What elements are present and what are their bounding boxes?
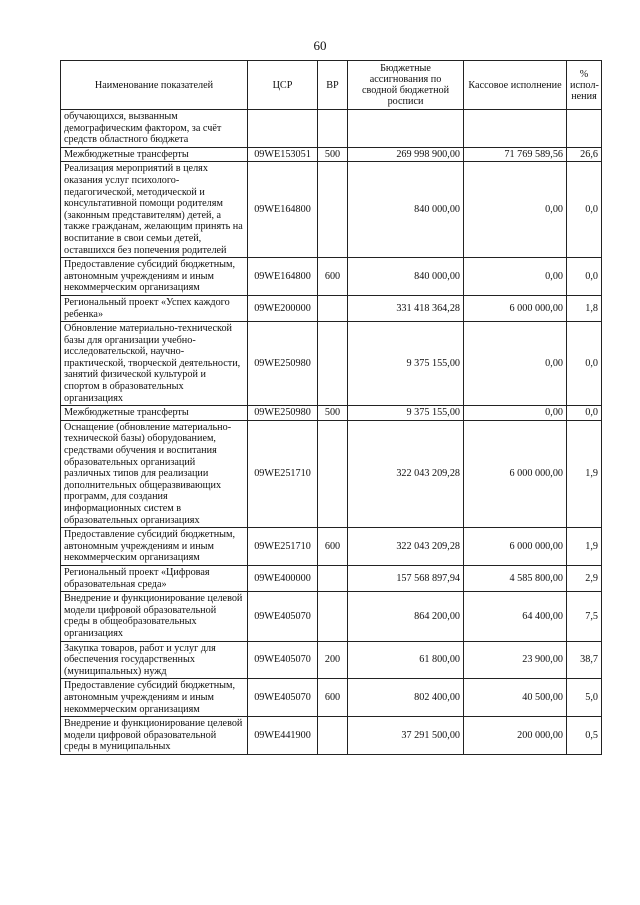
- row-pct: 5,0: [567, 679, 602, 717]
- row-csr: 09WE251710: [248, 420, 318, 527]
- row-vr: [318, 420, 348, 527]
- row-csr: 09WE441900: [248, 717, 318, 755]
- page-number: 60: [313, 38, 327, 53]
- row-name: Оснащение (обновление материально-технической базы) оборудованием, средствами обучения и воспитания образовательных организаций различных типов для реализации дополнительных общеразвивающих программ, для создания информационных систем в образовательных организациях: [61, 420, 248, 527]
- row-cash: 4 585 800,00: [464, 565, 567, 591]
- row-budget: 802 400,00: [348, 679, 464, 717]
- row-cash: 0,00: [464, 258, 567, 296]
- row-name: Внедрение и функционирование целевой модели цифровой образовательной среды в муниципальных: [61, 717, 248, 755]
- row-vr: 600: [318, 258, 348, 296]
- table-row: [61, 717, 602, 755]
- row-vr: [318, 592, 348, 641]
- row-vr: 600: [318, 679, 348, 717]
- table-row: [61, 420, 602, 527]
- table-row: [61, 295, 602, 321]
- table-row: [61, 406, 602, 421]
- row-vr: [318, 322, 348, 406]
- row-pct: 0,0: [567, 258, 602, 296]
- row-cash: 6 000 000,00: [464, 528, 567, 566]
- row-vr: [318, 565, 348, 591]
- row-pct: 0,0: [567, 162, 602, 258]
- row-csr: 09WE405070: [248, 679, 318, 717]
- row-vr: [318, 162, 348, 258]
- table-row: [61, 147, 602, 162]
- header-budget: Бюджетные ассигнования по сводной бюджетной росписи: [348, 61, 464, 110]
- row-cash: 6 000 000,00: [464, 295, 567, 321]
- row-cash: 0,00: [464, 322, 567, 406]
- row-cash: 64 400,00: [464, 592, 567, 641]
- row-pct: 26,6: [567, 147, 602, 162]
- row-budget: 61 800,00: [348, 641, 464, 679]
- table-row: [61, 110, 602, 148]
- row-budget: 9 375 155,00: [348, 322, 464, 406]
- header-csr: ЦСР: [248, 61, 318, 110]
- row-pct: 1,9: [567, 528, 602, 566]
- row-csr: 09WE200000: [248, 295, 318, 321]
- row-vr: 500: [318, 406, 348, 421]
- row-cash: 23 900,00: [464, 641, 567, 679]
- row-cash: [464, 110, 567, 148]
- row-budget: 157 568 897,94: [348, 565, 464, 591]
- row-name: Предоставление субсидий бюджетным, автономным учреждениям и иным некоммерческим организациям: [61, 679, 248, 717]
- header-pct: % испол-нения: [567, 61, 602, 110]
- row-csr: 09WE250980: [248, 322, 318, 406]
- table-row: [61, 322, 602, 406]
- header-vr: ВР: [318, 61, 348, 110]
- row-csr: 09WE251710: [248, 528, 318, 566]
- budget-execution-table: [60, 60, 602, 755]
- row-pct: 0,0: [567, 406, 602, 421]
- header-name: Наименование показателей: [61, 61, 248, 110]
- row-name: Межбюджетные трансферты: [61, 147, 248, 162]
- row-name: Межбюджетные трансферты: [61, 406, 248, 421]
- row-cash: 200 000,00: [464, 717, 567, 755]
- row-name: Закупка товаров, работ и услуг для обеспечения государственных (муниципальных) нужд: [61, 641, 248, 679]
- row-pct: 0,5: [567, 717, 602, 755]
- row-csr: 09WE164800: [248, 258, 318, 296]
- row-name: обучающихся, вызванным демографическим фактором, за счёт средств областного бюджета: [61, 110, 248, 148]
- row-vr: [318, 717, 348, 755]
- table-row: [61, 258, 602, 296]
- table-row: [61, 162, 602, 258]
- row-vr: 500: [318, 147, 348, 162]
- row-csr: 09WE405070: [248, 592, 318, 641]
- row-name: Обновление материально-технической базы для организации учебно-исследовательской, научно-практической, творческой деятельности, занятий физической культурой и спортом в образовательных организациях: [61, 322, 248, 406]
- table-row: [61, 679, 602, 717]
- table-row: [61, 528, 602, 566]
- row-budget: 840 000,00: [348, 258, 464, 296]
- table-row: [61, 641, 602, 679]
- row-csr: 09WE153051: [248, 147, 318, 162]
- row-name: Региональный проект «Успех каждого ребенка»: [61, 295, 248, 321]
- row-cash: 6 000 000,00: [464, 420, 567, 527]
- row-csr: 09WE400000: [248, 565, 318, 591]
- row-budget: 331 418 364,28: [348, 295, 464, 321]
- row-budget: 840 000,00: [348, 162, 464, 258]
- row-vr: 200: [318, 641, 348, 679]
- table-header-row: [61, 61, 602, 110]
- row-pct: 1,9: [567, 420, 602, 527]
- row-cash: 40 500,00: [464, 679, 567, 717]
- row-name: Реализация мероприятий в целях оказания услуг психолого-педагогической, методической и консультативной помощи родителям (законным представителям) детей, а также гражданам, желающим принять на воспитание в свои семьи детей, оставшихся без попечения родителей: [61, 162, 248, 258]
- row-budget: 37 291 500,00: [348, 717, 464, 755]
- row-pct: 38,7: [567, 641, 602, 679]
- row-csr: 09WE250980: [248, 406, 318, 421]
- row-name: Предоставление субсидий бюджетным, автономным учреждениям и иным некоммерческим организациям: [61, 528, 248, 566]
- row-budget: 269 998 900,00: [348, 147, 464, 162]
- row-budget: 864 200,00: [348, 592, 464, 641]
- table-row: [61, 565, 602, 591]
- row-vr: [318, 110, 348, 148]
- row-pct: 7,5: [567, 592, 602, 641]
- row-cash: 0,00: [464, 406, 567, 421]
- row-vr: [318, 295, 348, 321]
- row-csr: 09WE164800: [248, 162, 318, 258]
- row-name: Региональный проект «Цифровая образовательная среда»: [61, 565, 248, 591]
- row-csr: 09WE405070: [248, 641, 318, 679]
- row-budget: 9 375 155,00: [348, 406, 464, 421]
- row-budget: [348, 110, 464, 148]
- row-cash: 0,00: [464, 162, 567, 258]
- row-pct: 0,0: [567, 322, 602, 406]
- row-budget: 322 043 209,28: [348, 420, 464, 527]
- row-cash: 71 769 589,56: [464, 147, 567, 162]
- table-row: [61, 592, 602, 641]
- row-pct: 1,8: [567, 295, 602, 321]
- row-pct: [567, 110, 602, 148]
- row-budget: 322 043 209,28: [348, 528, 464, 566]
- row-pct: 2,9: [567, 565, 602, 591]
- row-name: Внедрение и функционирование целевой модели цифровой образовательной среды в общеобразовательных организациях: [61, 592, 248, 641]
- row-csr: [248, 110, 318, 148]
- row-name: Предоставление субсидий бюджетным, автономным учреждениям и иным некоммерческим организациям: [61, 258, 248, 296]
- table-body: [61, 110, 602, 755]
- header-cash: Кассовое исполнение: [464, 61, 567, 110]
- row-vr: 600: [318, 528, 348, 566]
